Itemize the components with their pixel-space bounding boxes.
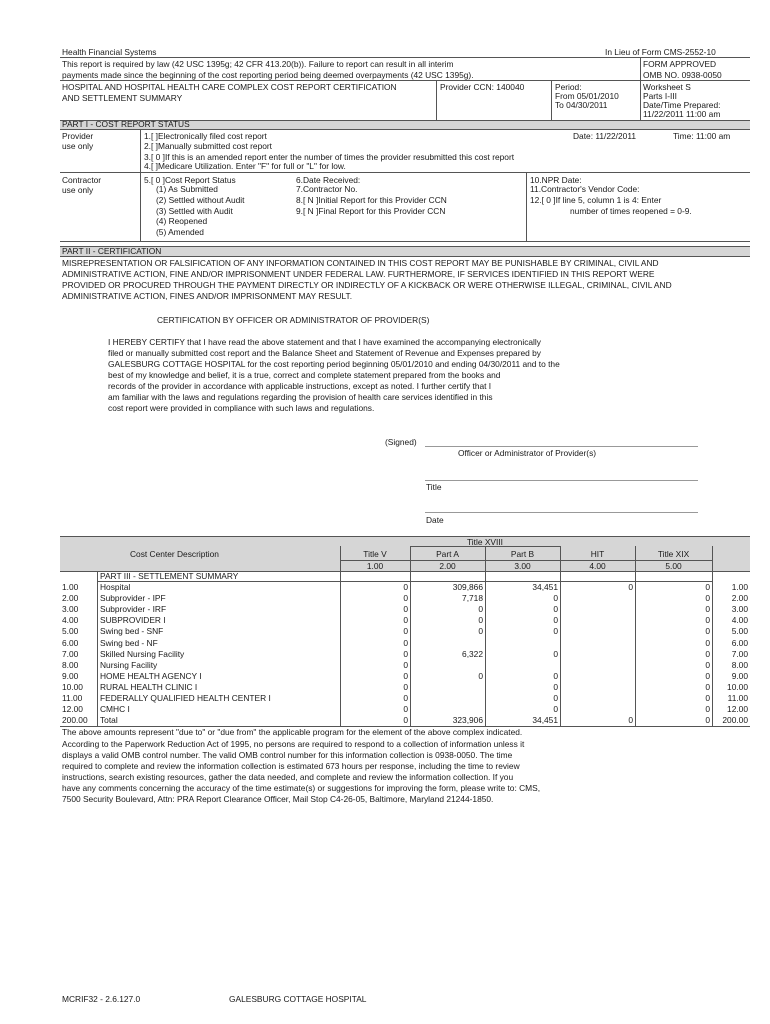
- certification-line-2: filed or manually submitted cost report and the Balance Sheet and Statement of Revenue and Expenses prepared by: [108, 348, 541, 358]
- table-cell: 0: [553, 671, 558, 681]
- title-label: Title: [426, 482, 442, 492]
- provider-ccn: Provider CCN: 140040: [440, 82, 525, 92]
- warning-line-4: ADMINISTRATIVE ACTION, FINES AND/OR IMPRISONMENT MAY RESULT.: [62, 291, 353, 301]
- status-date: Date: 11/22/2011: [573, 131, 637, 141]
- report-title-2: AND SETTLEMENT SUMMARY: [62, 93, 183, 103]
- initial-report: 8.[ N ]Initial Report for this Provider CCN: [296, 195, 447, 205]
- line-number-right: 5.00: [731, 626, 748, 636]
- table-cell: 0: [403, 660, 408, 670]
- table-cell: 6,322: [462, 649, 483, 659]
- period-to: To 04/30/2011: [555, 100, 608, 110]
- status-time: Time: 11:00 am: [673, 131, 731, 141]
- reopened-count-2: number of times reopened = 0-9.: [570, 206, 692, 216]
- status-item-2: 2.[ ]Manually submitted cost report: [144, 141, 273, 151]
- part-1-heading: PART I - COST REPORT STATUS: [62, 119, 190, 129]
- col-1-number: 1.00: [366, 561, 384, 571]
- date-label: Date: [426, 515, 444, 525]
- cost-center-description: Swing bed - NF: [100, 638, 158, 648]
- line-number: 12.00: [62, 704, 83, 714]
- period-label: Period:: [555, 82, 582, 92]
- final-report: 9.[ N ]Final Report for this Provider CCN: [296, 206, 446, 216]
- line-number: 7.00: [62, 649, 79, 659]
- status-option-1: (1) As Submitted: [156, 184, 218, 194]
- line-number-right: 10.00: [727, 682, 748, 692]
- table-cell: 0: [403, 638, 408, 648]
- status-option-3: (3) Settled with Audit: [156, 206, 233, 216]
- rule: [140, 172, 141, 241]
- form-approved: FORM APPROVED: [643, 59, 717, 69]
- provider-use-label-1: Provider: [62, 131, 94, 141]
- table-cell: 0: [403, 649, 408, 659]
- rule: [635, 546, 636, 726]
- worksheet-parts: Parts I-III: [643, 91, 677, 101]
- line-number-right: 9.00: [731, 671, 748, 681]
- part-b-header: Part B: [510, 549, 535, 559]
- provider-use-label-2: use only: [62, 141, 94, 151]
- line-number: 6.00: [62, 638, 79, 648]
- omb-number: OMB NO. 0938-0050: [643, 70, 722, 80]
- rule: [60, 172, 750, 173]
- col-5-number: 5.00: [665, 561, 682, 571]
- due-note: The above amounts represent "due to" or "due from" the applicable program for the element of the above complex indicated.: [62, 727, 523, 737]
- line-number: 9.00: [62, 671, 79, 681]
- table-cell: 0: [553, 704, 558, 714]
- rule: [60, 246, 750, 247]
- table-cell: 0: [705, 593, 710, 603]
- rule: [340, 546, 341, 571]
- line-number-right: 8.00: [731, 660, 748, 670]
- warning-line-1: MISREPRESENTATION OR FALSIFICATION OF ANY INFORMATION CONTAINED IN THIS COST REPORT MAY BE PUNISHABLE BY CRIMINAL, CIVIL AND: [62, 258, 659, 268]
- header-left: Health Financial Systems: [62, 47, 157, 57]
- table-cell: 7,718: [462, 593, 483, 603]
- rule: [526, 172, 527, 241]
- certification-line-3: GALESBURG COTTAGE HOSPITAL for the cost reporting period beginning 05/01/2010 and ending 04/30/2011 and to the: [108, 359, 560, 369]
- table-cell: 0: [403, 671, 408, 681]
- table-cell: 0: [403, 704, 408, 714]
- table-cell: 0: [705, 604, 710, 614]
- contractor-use-label-1: Contractor: [62, 175, 102, 185]
- pra-line-4: instructions, search existing resources, gather the data needed, and complete and review the information collection. If you: [62, 772, 514, 782]
- line-number-right: 4.00: [731, 615, 748, 625]
- worksheet: Worksheet S: [643, 82, 691, 92]
- cost-center-description: Nursing Facility: [100, 660, 158, 670]
- table-cell: 0: [628, 582, 633, 592]
- line-number-right: 6.00: [731, 638, 748, 648]
- certification-line-6: am familiar with the laws and regulations regarding the provision of health care services identified in this: [108, 392, 493, 402]
- rule: [140, 129, 141, 172]
- certification-line-1: I HEREBY CERTIFY that I have read the above statement and that I have examined the accompanying electronically: [108, 337, 541, 347]
- line-number: 10.00: [62, 682, 83, 692]
- date-prepared: 11/22/2011 11:00 am: [643, 109, 721, 119]
- rule: [340, 560, 712, 561]
- table-cell: 0: [705, 715, 710, 725]
- table-cell: 0: [403, 615, 408, 625]
- cost-center-description: Total: [100, 715, 118, 725]
- cost-center-description: SUBPROVIDER I: [100, 615, 166, 625]
- cost-center-description-header: Cost Center Description: [130, 549, 219, 559]
- rule: [436, 80, 437, 121]
- table-cell: 0: [705, 626, 710, 636]
- cost-center-description: FEDERALLY QUALIFIED HEALTH CENTER I: [100, 693, 271, 703]
- table-cell: 0: [705, 693, 710, 703]
- status-item-1: 1.[ ]Electronically filed cost report: [144, 131, 267, 141]
- line-number: 1.00: [62, 582, 79, 592]
- line-number: 8.00: [62, 660, 79, 670]
- contractor-number: 7.Contractor No.: [296, 184, 358, 194]
- certification-line-7: cost report were provided in compliance with such laws and regulations.: [108, 403, 375, 413]
- rule: [60, 256, 750, 257]
- date-line: [425, 512, 698, 513]
- line-number: 2.00: [62, 593, 79, 603]
- certification-line-4: best of my knowledge and belief, it is a true, correct and complete statement prepared from the books and: [108, 370, 501, 380]
- line-number-right: 11.00: [727, 693, 748, 703]
- table-cell: 0: [705, 615, 710, 625]
- part-a-header: Part A: [436, 549, 459, 559]
- cost-center-description: Skilled Nursing Facility: [100, 649, 185, 659]
- line-number-right: 7.00: [731, 649, 748, 659]
- rule: [485, 546, 486, 726]
- table-cell: 0: [705, 660, 710, 670]
- line-number: 5.00: [62, 626, 79, 636]
- npr-date: 10.NPR Date:: [530, 175, 582, 185]
- table-cell: 0: [478, 615, 483, 625]
- pra-line-6: 7500 Security Boulevard, Attn: PRA Report Clearance Officer, Mail Stop C4-26-05, Baltimore, Maryland 21244-1850.: [62, 794, 494, 804]
- table-cell: 0: [705, 682, 710, 692]
- cost-center-description: Swing bed - SNF: [100, 626, 164, 636]
- table-cell: 0: [403, 582, 408, 592]
- rule: [60, 80, 750, 81]
- vendor-code: 11.Contractor's Vendor Code:: [530, 184, 640, 194]
- part-3-heading: PART III - SETTLEMENT SUMMARY: [100, 571, 239, 581]
- table-cell: 0: [553, 649, 558, 659]
- table-cell: 0: [478, 604, 483, 614]
- title-xviii-header: Title XVIII: [467, 537, 503, 547]
- certification-line-5: records of the provider in accordance with applicable instructions, except as noted. I further certify that I: [108, 381, 492, 391]
- cost-center-description: Hospital: [100, 582, 131, 592]
- line-number: 3.00: [62, 604, 79, 614]
- table-cell: 0: [553, 693, 558, 703]
- cost-center-description: Subprovider - IRF: [100, 604, 167, 614]
- line-number: 200.00: [62, 715, 88, 725]
- hit-header: HIT: [590, 549, 605, 559]
- table-cell: 0: [553, 604, 558, 614]
- date-prepared-label: Date/Time Prepared:: [643, 100, 721, 110]
- line-number-right: 3.00: [731, 604, 748, 614]
- table-cell: 34,451: [532, 715, 558, 725]
- law-line-1: This report is required by law (42 USC 1395g; 42 CFR 413.20(b)). Failure to report can result in all interim: [62, 59, 454, 69]
- pra-line-1: According to the Paperwork Reduction Act of 1995, no persons are required to respond to a collection of information unless it: [62, 739, 525, 749]
- table-cell: 34,451: [532, 582, 558, 592]
- table-cell: 0: [705, 582, 710, 592]
- rule: [60, 57, 750, 58]
- law-line-2: payments made since the beginning of the cost reporting period being deemed overpayments (42 USC 1395g).: [62, 70, 474, 80]
- table-cell: 0: [705, 704, 710, 714]
- rule: [712, 546, 713, 726]
- table-cell: 0: [403, 693, 408, 703]
- table-cell: 309,866: [452, 582, 483, 592]
- table-cell: 0: [553, 615, 558, 625]
- date-received: 6.Date Received:: [296, 175, 361, 185]
- signed-label: (Signed): [385, 437, 417, 447]
- officer-label: Officer or Administrator of Provider(s): [458, 448, 597, 458]
- table-cell: 0: [403, 626, 408, 636]
- line-number-right: 200.00: [722, 715, 748, 725]
- col-4-number: 4.00: [589, 561, 606, 571]
- status-option-2: (2) Settled without Audit: [156, 195, 245, 205]
- table-cell: 0: [478, 671, 483, 681]
- col-2-number: 2.00: [439, 561, 456, 571]
- table-cell: 0: [628, 715, 633, 725]
- status-item-4: 4.[ ]Medicare Utilization. Enter "F" for full or "L" for low.: [144, 161, 346, 171]
- rule: [410, 546, 411, 726]
- rule: [560, 546, 561, 726]
- status-item-3: 3.[ 0 ]If this is an amended report enter the number of times the provider resubmitted this cost report: [144, 152, 515, 162]
- cost-report-status: 5.[ 0 ]Cost Report Status: [144, 175, 236, 185]
- table-cell: 0: [478, 626, 483, 636]
- cost-center-description: RURAL HEALTH CLINIC I: [100, 682, 198, 692]
- title-v-header: Title V: [363, 549, 387, 559]
- line-number-right: 1.00: [731, 582, 748, 592]
- col-3-number: 3.00: [514, 561, 531, 571]
- part-2-heading: PART II - CERTIFICATION: [62, 246, 162, 256]
- title-line: [425, 480, 698, 481]
- reopened-count-1: 12.[ 0 ]If line 5, column 1 is 4: Enter: [530, 195, 662, 205]
- line-number-right: 12.00: [727, 704, 748, 714]
- rule: [551, 80, 552, 121]
- pra-line-3: required to complete and review the information collection is estimated 673 hours per response, including the time to review: [62, 761, 520, 771]
- rule: [640, 57, 641, 121]
- form-id: In Lieu of Form CMS-2552-10: [605, 47, 716, 57]
- contractor-use-label-2: use only: [62, 185, 94, 195]
- title-xix-header: Title XIX: [657, 549, 690, 559]
- period-from: From 05/01/2010: [555, 91, 619, 101]
- table-cell: 0: [403, 682, 408, 692]
- table-cell: 0: [403, 715, 408, 725]
- table-cell: 0: [705, 649, 710, 659]
- table-cell: 0: [403, 593, 408, 603]
- table-cell: 0: [553, 626, 558, 636]
- certification-title: CERTIFICATION BY OFFICER OR ADMINISTRATOR OF PROVIDER(S): [157, 315, 430, 325]
- rule: [97, 571, 98, 726]
- pra-line-2: displays a valid OMB control number. The valid OMB control number for this information collection is 0938-0050. The time: [62, 750, 513, 760]
- table-cell: 0: [553, 593, 558, 603]
- cost-center-description: CMHC I: [100, 704, 130, 714]
- rule: [340, 546, 341, 726]
- cost-center-description: Subprovider - IPF: [100, 593, 166, 603]
- section-shading: [60, 246, 750, 256]
- rule: [60, 129, 750, 130]
- status-option-4: (4) Reopened: [156, 216, 208, 226]
- rule: [60, 536, 750, 537]
- table-cell: 323,906: [452, 715, 483, 725]
- cost-center-description: HOME HEALTH AGENCY I: [100, 671, 202, 681]
- status-option-5: (5) Amended: [156, 227, 204, 237]
- line-number: 11.00: [62, 693, 83, 703]
- table-cell: 0: [403, 604, 408, 614]
- warning-line-3: PROVIDED OR PROCURED THROUGH THE PAYMENT DIRECTLY OR INDIRECTLY OF A KICKBACK OR WERE OTHERWISE ILLEGAL, CRIMINAL, CIVIL AND: [62, 280, 672, 290]
- pra-line-5: have any comments concerning the accuracy of the time estimate(s) or suggestions for improving the form, please write to: CMS,: [62, 783, 541, 793]
- line-number-right: 2.00: [731, 593, 748, 603]
- warning-line-2: ADMINISTRATIVE ACTION, FINE AND/OR IMPRISONMENT UNDER FEDERAL LAW. FURTHERMORE, IF SERVICES IDENTIFIED IN THIS REPORT WERE: [62, 269, 655, 279]
- table-cell: 0: [705, 671, 710, 681]
- signature-line: [425, 446, 698, 447]
- line-number: 4.00: [62, 615, 79, 625]
- rule: [60, 241, 750, 242]
- table-cell: 0: [553, 682, 558, 692]
- hospital-name: GALESBURG COTTAGE HOSPITAL: [229, 994, 367, 1004]
- software-version: MCRIF32 - 2.6.127.0: [62, 994, 141, 1004]
- table-cell: 0: [705, 638, 710, 648]
- report-title-1: HOSPITAL AND HOSPITAL HEALTH CARE COMPLEX COST REPORT CERTIFICATION: [62, 82, 397, 92]
